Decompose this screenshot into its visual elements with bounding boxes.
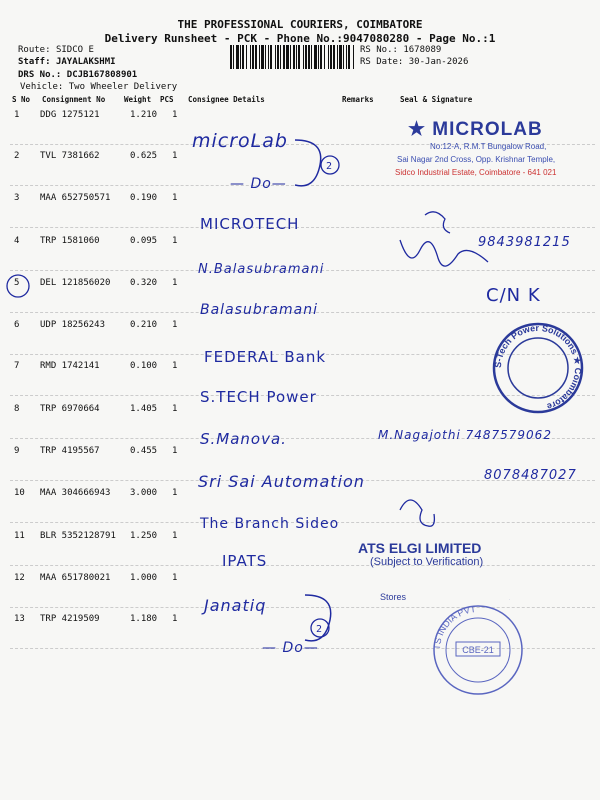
company-name: THE PROFESSIONAL COURIERS, COIMBATORE — [177, 18, 423, 31]
handwriting-row2: — Do— — [230, 176, 287, 192]
cell-pcs: 1 — [172, 236, 178, 246]
drs-label: DRS No.: — [18, 70, 62, 80]
route-label: Route: — [18, 45, 51, 55]
handwriting-row3: MICROTECH — [200, 215, 300, 233]
handwriting-row13: — Do— — [262, 640, 319, 656]
cell-pcs: 1 — [172, 193, 178, 203]
microlab-stamp-name: ★ MICROLAB — [408, 119, 543, 140]
cell-sno: 11 — [14, 531, 25, 541]
cell-pcs: 1 — [172, 151, 178, 161]
microlab-stamp-line3: Sidco Industrial Estate, Coimbatore - 641 021 — [395, 168, 557, 177]
cell-sno: 5 — [14, 278, 20, 288]
route-line — [18, 45, 94, 55]
col-pcs: PCS — [160, 95, 174, 104]
cell-consignment: MAA 651780021 — [40, 573, 111, 583]
india-ring-text: TS INDIA PVT — [431, 604, 477, 651]
stech-round-stamp — [488, 318, 588, 418]
cell-sno: 10 — [14, 488, 25, 498]
ats-stamp-sub: (Subject to Verification) — [370, 556, 484, 568]
cell-sno: 6 — [14, 320, 20, 330]
route-value: SIDCO E — [55, 45, 94, 55]
bracket-mark — [290, 135, 350, 195]
cell-weight: 0.190 — [130, 193, 158, 203]
cell-weight: 0.320 — [130, 278, 158, 288]
svg-text:TS INDIA PVT — [432, 604, 477, 650]
handwriting-row5: Balasubramani — [200, 302, 319, 318]
cell-weight: 0.095 — [130, 236, 158, 246]
cell-consignment: MAA 652750571 — [40, 193, 111, 203]
cell-consignment: DEL 121856020 — [40, 278, 111, 288]
col-seal: Seal & Signature — [400, 95, 473, 104]
drs-line — [18, 70, 137, 80]
handwriting-row8: S.Manova. — [200, 430, 287, 448]
cell-consignment: MAA 304666943 — [40, 488, 111, 498]
cell-sno: 7 — [14, 361, 20, 371]
drs-value: DCJB167808901 — [66, 70, 138, 80]
cell-pcs: 1 — [172, 110, 178, 120]
handwriting-row5-remark: C/N K — [486, 285, 541, 306]
cell-weight: 0.455 — [130, 446, 158, 456]
stech-ring-text: S-Tech Power Solutions ★ Coimbatore — [492, 322, 584, 412]
col-weight: Weight — [124, 95, 152, 104]
col-sno: S No — [12, 95, 31, 104]
cell-weight: 1.250 — [130, 531, 158, 541]
cell-sno: 8 — [14, 404, 20, 414]
cell-sno: 1 — [14, 110, 20, 120]
svg-text:2: 2 — [326, 161, 333, 172]
cell-sno: 12 — [14, 573, 25, 583]
handwriting-row9-phone: 8078487027 — [484, 468, 577, 483]
handwriting-row12: Janatiq — [204, 596, 267, 615]
col-remarks: Remarks — [342, 95, 374, 104]
rs-number: RS No.: 1678089 — [360, 45, 442, 55]
svg-text:2: 2 — [316, 624, 323, 635]
handwriting-row1: microLab — [192, 130, 288, 152]
cell-weight: 0.210 — [130, 320, 158, 330]
cell-weight: 1.180 — [130, 614, 158, 624]
staff-line — [18, 57, 116, 67]
cell-consignment: TVL 7381662 — [40, 151, 100, 161]
cell-pcs: 1 — [172, 404, 178, 414]
cell-consignment: DDG 1275121 — [40, 110, 100, 120]
cell-weight: 0.625 — [130, 151, 158, 161]
handwriting-row7: S.TECH Power — [200, 388, 317, 406]
rs-date: RS Date: 30-Jan-2026 — [360, 57, 469, 67]
vehicle-line: Vehicle: Two Wheeler Delivery — [20, 82, 178, 92]
cell-sno: 9 — [14, 446, 20, 456]
cell-pcs: 1 — [172, 488, 178, 498]
cell-pcs: 1 — [172, 361, 178, 371]
cell-sno: 13 — [14, 614, 25, 624]
cell-sno: 3 — [14, 193, 20, 203]
col-consignee: Consignee Details — [188, 95, 265, 104]
cell-pcs: 1 — [172, 446, 178, 456]
barcode — [230, 45, 355, 69]
handwriting-row8-remark: M.Nagajothi 7487579062 — [378, 428, 552, 442]
microlab-stamp-line1: No:12-A, R.M.T Bungalow Road, — [430, 142, 547, 151]
cell-pcs: 1 — [172, 614, 178, 624]
ats-stamp-stores: Stores — [380, 592, 407, 602]
staff-value: JAYALAKSHMI — [55, 57, 116, 67]
cell-consignment: TRP 4195567 — [40, 446, 100, 456]
row5-circle-mark — [4, 272, 34, 300]
handwriting-row6: FEDERAL Bank — [204, 348, 327, 366]
microlab-stamp-line2: Sai Nagar 2nd Cross, Opp. Krishnar Temple, — [397, 155, 556, 164]
handwriting-row10: The Branch Sideo — [200, 516, 340, 532]
india-round-stamp — [428, 600, 528, 700]
handwriting-row9: Sri Sai Automation — [198, 472, 365, 491]
ats-stamp-name: ATS ELGI LIMITED — [358, 540, 482, 556]
cell-consignment: UDP 18256243 — [40, 320, 106, 330]
cell-sno: 4 — [14, 236, 20, 246]
cell-pcs: 1 — [172, 320, 178, 330]
cell-consignment: BLR 5352128791 — [40, 531, 116, 541]
cell-weight: 1.210 — [130, 110, 158, 120]
cell-weight: 1.405 — [130, 404, 158, 414]
col-consignment: Consignment No — [42, 95, 106, 104]
handwriting-row4-phone: 9843981215 — [478, 235, 571, 250]
cell-pcs: 1 — [172, 573, 178, 583]
staff-label: Staff: — [18, 57, 51, 67]
cell-pcs: 1 — [172, 531, 178, 541]
cell-consignment: RMD 1742141 — [40, 361, 100, 371]
cell-sno: 2 — [14, 151, 20, 161]
handwriting-row11: IPATS — [222, 552, 268, 570]
cell-weight: 3.000 — [130, 488, 158, 498]
india-stamp-code: CBE-21 — [462, 645, 494, 655]
cell-pcs: 1 — [172, 278, 178, 288]
runsheet-title: Delivery Runsheet - PCK - Phone No.:9047080280 - Page No.:1 — [104, 32, 496, 45]
cell-weight: 0.100 — [130, 361, 158, 371]
cell-consignment: TRP 4219509 — [40, 614, 100, 624]
handwriting-row4: N.Balasubramani — [198, 262, 325, 277]
cell-consignment: TRP 6970664 — [40, 404, 100, 414]
cell-weight: 1.000 — [130, 573, 158, 583]
cell-consignment: TRP 1581060 — [40, 236, 100, 246]
